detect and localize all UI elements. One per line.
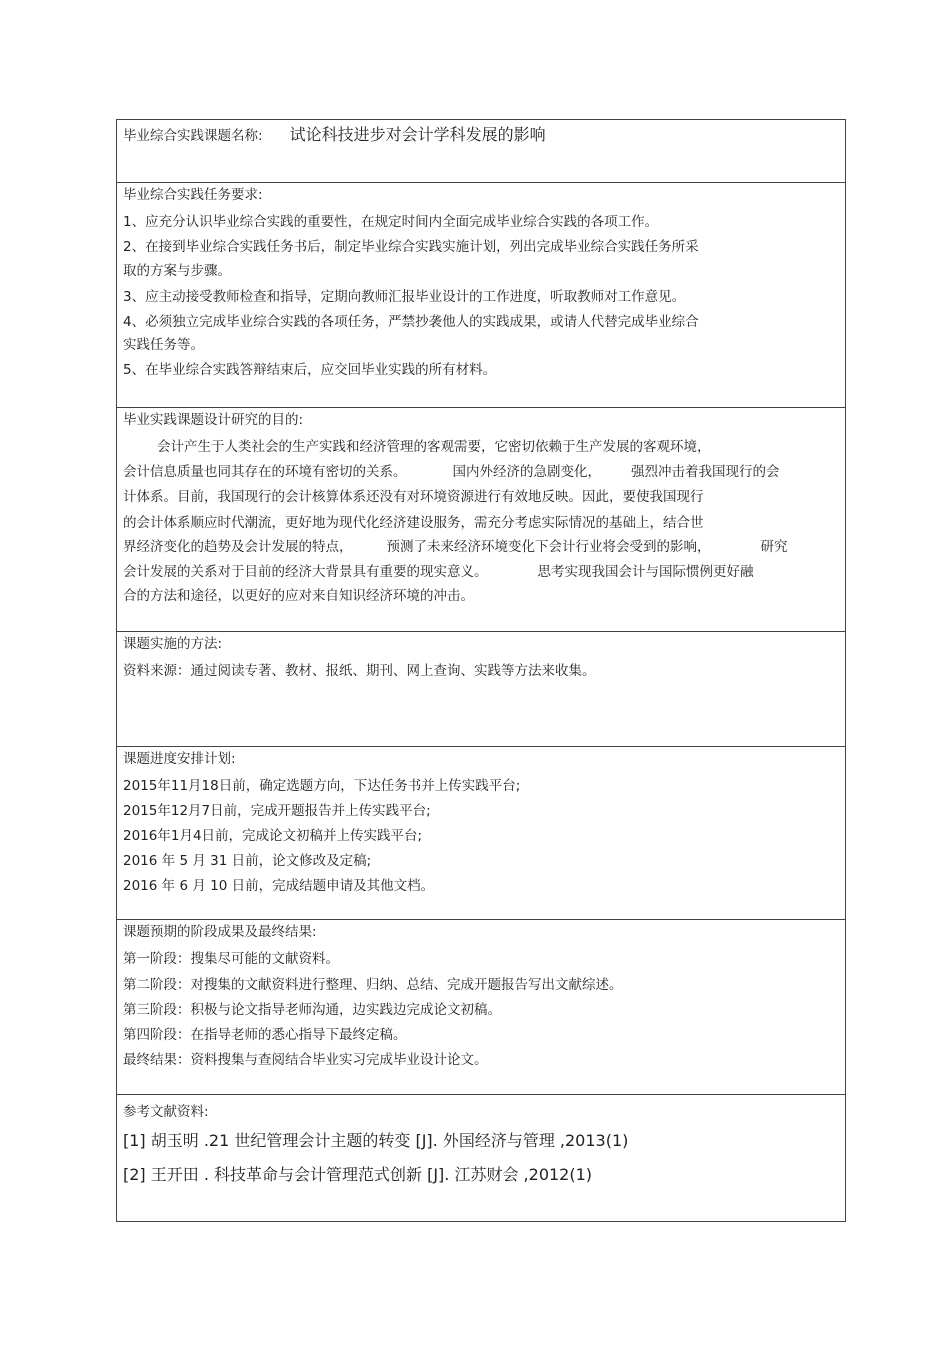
method-line: 资料来源：通过阅读专著、教材、报纸、期刊、网上查询、实践等方法来收集。 (123, 663, 596, 679)
requirement-line: 5、在毕业综合实践答辩结束后，应交回毕业实践的所有材料。 (123, 362, 497, 378)
purpose-line: 计体系。目前，我国现行的会计核算体系还没有对环境资源进行有效地反映。因此，要使我国现行 (123, 489, 704, 505)
reference-item: [1] 胡玉明 .21 世纪管理会计主题的转变 [J]. 外国经济与管理 ,2013(1) (123, 1131, 629, 1150)
purpose-section (117, 407, 845, 631)
task-sheet-table (116, 119, 846, 1222)
schedule-line: 2016 年 5 月 31 日前，论文修改及定稿; (123, 853, 372, 869)
requirement-line: 4、必须独立完成毕业综合实践的各项任务，严禁抄袭他人的实践成果，或请人代替完成毕业综合 (123, 314, 699, 330)
purpose-fragment: 研究 (760, 539, 788, 555)
purpose-heading: 毕业实践课题设计研究的目的: (123, 412, 304, 428)
results-section (117, 919, 845, 1094)
purpose-fragment: 预测了未来经济环境变化下会计行业将会受到的影响， (386, 539, 711, 555)
purpose-line: 会计产生于人类社会的生产实践和经济管理的客观需要，它密切依赖于生产发展的客观环境， (157, 439, 711, 455)
schedule-line: 2015年11月18日前，确定选题方向，下达任务书并上传实践平台; (123, 778, 521, 794)
schedule-line: 2016 年 6 月 10 日前，完成结题申请及其他文档。 (123, 878, 435, 894)
reference-item: [2] 王开田 . 科技革命与会计管理范式创新 [J]. 江苏财会 ,2012(1) (123, 1165, 593, 1184)
purpose-fragment: 会计发展的关系对于目前的经济大背景具有重要的现实意义。 (123, 564, 488, 580)
schedule-section (117, 746, 845, 919)
requirements-section (117, 182, 845, 407)
requirement-line: 实践任务等。 (123, 337, 204, 353)
purpose-line (123, 560, 754, 580)
purpose-line (123, 460, 780, 480)
purpose-line (123, 535, 788, 555)
requirement-line: 3、应主动接受教师检查和指导，定期向教师汇报毕业设计的工作进度，听取教师对工作意见。 (123, 289, 686, 305)
references-heading: 参考文献资料: (123, 1104, 209, 1120)
purpose-fragment: 思考实现我国会计与国际惯例更好融 (537, 564, 754, 580)
purpose-line: 的会计体系顺应时代潮流，更好地为现代化经济建设服务，需充分考虑实际情况的基础上，结合世 (123, 515, 704, 531)
purpose-fragment: 会计信息质量也同其存在的环境有密切的关系。 (123, 464, 407, 480)
references-section (117, 1094, 845, 1221)
schedule-line: 2015年12月7日前，完成开题报告并上传实践平台; (123, 803, 431, 819)
purpose-fragment: 界经济变化的趋势及会计发展的特点， (123, 539, 353, 555)
topic-row (117, 120, 845, 182)
topic-label: 毕业综合实践课题名称: (123, 128, 263, 144)
method-section (117, 631, 845, 746)
results-line: 第三阶段：积极与论文指导老师沟通，边实践边完成论文初稿。 (123, 1002, 501, 1018)
topic-value: 试论科技进步对会计学科发展的影响 (289, 125, 546, 144)
schedule-heading: 课题进度安排计划: (123, 751, 236, 767)
requirement-line: 取的方案与步骤。 (123, 263, 231, 279)
method-heading: 课题实施的方法: (123, 636, 223, 652)
purpose-fragment: 国内外经济的急剧变化， (452, 464, 601, 480)
results-heading: 课题预期的阶段成果及最终结果: (123, 924, 317, 940)
results-line: 第一阶段：搜集尽可能的文献资料。 (123, 951, 339, 967)
schedule-line: 2016年1月4日前，完成论文初稿并上传实践平台; (123, 828, 423, 844)
purpose-fragment: 强烈冲击着我国现行的会 (631, 464, 780, 480)
requirement-line: 1、应充分认识毕业综合实践的重要性，在规定时间内全面完成毕业综合实践的各项工作。 (123, 214, 659, 230)
results-line: 第二阶段：对搜集的文献资料进行整理、归纳、总结、完成开题报告写出文献综述。 (123, 977, 623, 993)
requirement-line: 2、在接到毕业综合实践任务书后，制定毕业综合实践实施计划，列出完成毕业综合实践任务所采 (123, 239, 699, 255)
results-line: 最终结果：资料搜集与查阅结合毕业实习完成毕业设计论文。 (123, 1052, 488, 1068)
results-line: 第四阶段：在指导老师的悉心指导下最终定稿。 (123, 1027, 407, 1043)
purpose-line: 合的方法和途径，以更好的应对来自知识经济环境的冲击。 (123, 588, 474, 604)
requirements-heading: 毕业综合实践任务要求: (123, 187, 263, 203)
